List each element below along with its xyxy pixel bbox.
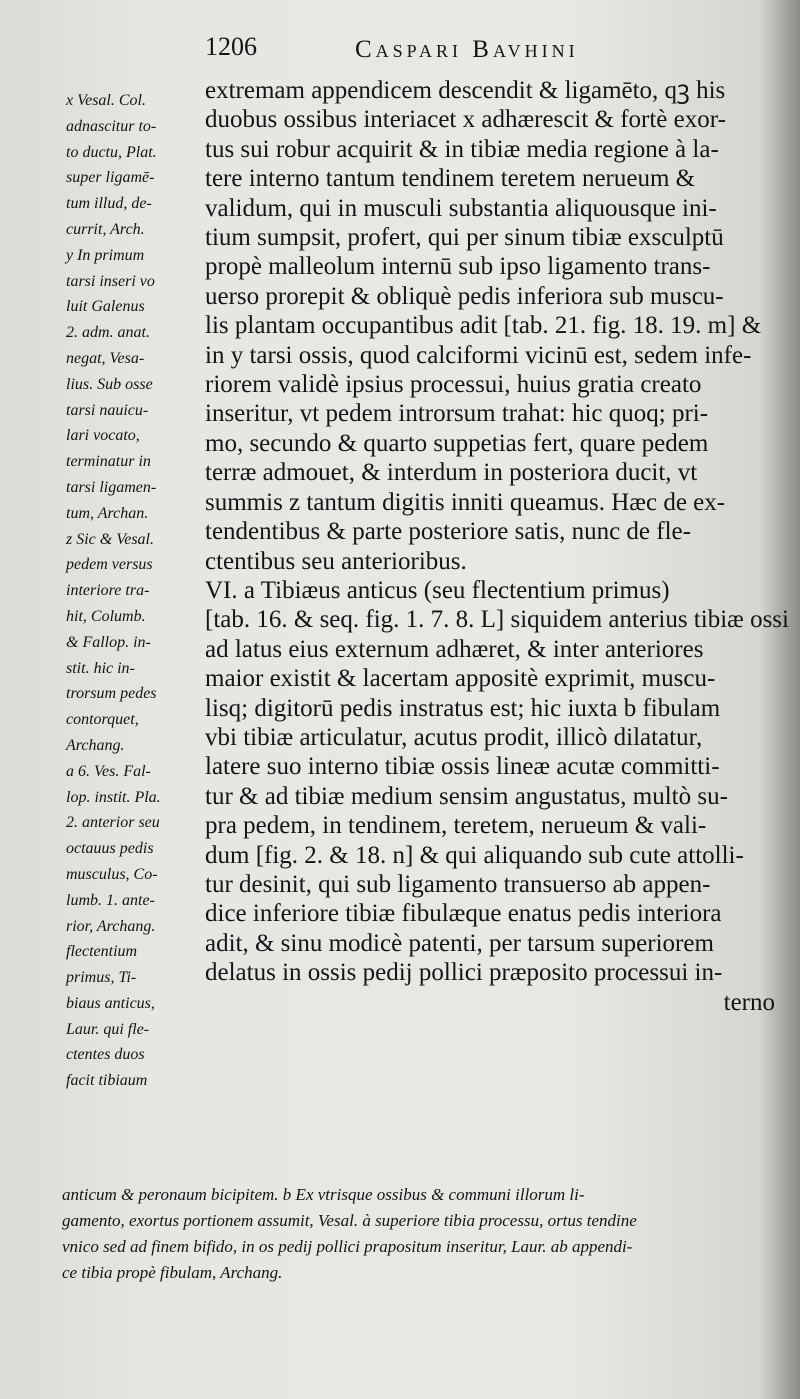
margin-note-line: to ductu, Plat.: [66, 143, 157, 161]
catchword: terno: [723, 988, 775, 1016]
margin-notes: [66, 88, 202, 1094]
text-line: latere suo interno tibiæ ossis lineæ acutæ committi-: [205, 753, 720, 781]
margin-note-line: trorsum pedes: [66, 685, 157, 703]
margin-note-line: ctentes duos: [66, 1046, 145, 1064]
margin-note-line: currit, Arch.: [66, 220, 145, 238]
text-line: tur & ad tibiæ medium sensim angustatus, multò su-: [205, 782, 728, 810]
text-line: duobus ossibus interiacet x adhærescit & fortè exor-: [205, 106, 726, 134]
margin-note-line: tarsi inseri vo: [66, 272, 155, 290]
margin-note-line: tarsi ligamen-: [66, 478, 157, 496]
margin-note-line: tum illud, de-: [66, 195, 152, 213]
margin-note-line: tum, Archan.: [66, 504, 149, 522]
margin-note-line: & Fallop. in-: [66, 633, 151, 651]
margin-note-line: 2. anterior seu: [66, 814, 160, 832]
margin-note-line: lumb. 1. ante-: [66, 891, 155, 909]
text-line: tur desinit, qui sub ligamento transuerso ab appen-: [205, 870, 711, 898]
margin-note-line: a 6. Ves. Fal-: [66, 762, 151, 780]
text-line: maior existit & lacertam appositè exprimit, muscu-: [205, 665, 716, 693]
text-line: [tab. 16. & seq. fig. 1. 7. 8. L] siquidem anterius tibiæ ossi: [205, 606, 789, 634]
margin-note-line: primus, Ti-: [66, 969, 137, 987]
footnote-line: gamento, exortus portionem assumit, Vesal. à superiore tibia processu, ortus tendine: [62, 1211, 637, 1230]
margin-note-line: contorquet,: [66, 711, 139, 729]
margin-note-line: x Vesal. Col.: [66, 92, 146, 109]
margin-note-line: z Sic & Vesal.: [66, 530, 154, 548]
margin-note-line: negat, Vesa-: [66, 349, 145, 367]
margin-note-line: pedem versus: [66, 556, 153, 574]
text-line: extremam appendicem descendit & ligamēto, qꝫ his: [205, 77, 726, 104]
margin-note-line: tarsi nauicu-: [66, 401, 149, 419]
text-line: riorem validè ipsius processui, huius gratia creato: [205, 371, 702, 399]
margin-note-line: lop. instit. Pla.: [66, 788, 161, 806]
margin-note-line: facit tibiaum: [66, 1072, 148, 1090]
text-line: delatus in ossis pedij pollici præposito processui in-: [205, 959, 723, 987]
margin-note-line: interiore tra-: [66, 582, 150, 600]
main-text-block: [205, 76, 789, 1017]
margin-note-line: y In primum: [66, 246, 145, 264]
text-line: inseritur, vt pedem introrsum trahat: hic quoq; pri-: [205, 400, 709, 428]
text-line: lis plantam occupantibus adit [tab. 21. fig. 18. 19. m] &: [205, 312, 762, 340]
margin-note-line: octauus pedis: [66, 840, 154, 858]
text-line: ad latus eius externum adhæret, & inter anteriores: [205, 635, 704, 663]
margin-note-line: flectentium: [66, 943, 138, 961]
text-line: dice inferiore tibiæ fibulæque enatus pedis interiora: [205, 900, 722, 928]
text-line: adit, & sinu modicè patenti, per tarsum superiorem: [205, 929, 714, 957]
footnotes: [62, 1182, 782, 1286]
text-line: dum [fig. 2. & 18. n] & qui aliquando sub cute attolli-: [205, 841, 744, 869]
footnote-line: anticum & peronaum bicipitem. b Ex vtrisque ossibus & communi illorum li-: [62, 1185, 585, 1204]
margin-note-line: luit Galenus: [66, 298, 145, 316]
text-line: uerso prorepit & obliquè pedis inferiora sub muscu-: [205, 282, 724, 310]
text-line: summis z tantum digitis inniti queamus. Hæc de ex-: [205, 488, 726, 516]
page-number: 1206: [205, 32, 257, 61]
margin-note-line: Archang.: [66, 736, 125, 754]
text-line: tus sui robur acquirit & in tibiæ media regione à la-: [205, 135, 719, 163]
text-line: pra pedem, in tendinem, teretem, neruеum & vali-: [205, 812, 707, 840]
text-line: tere interno tantum tendinem teretem neruеum &: [205, 165, 696, 193]
text-line: tendentibus & parte posteriore satis, nunc de fle-: [205, 518, 691, 546]
margin-note-line: musculus, Co-: [66, 865, 158, 883]
margin-note-line: terminatur in: [66, 453, 151, 471]
margin-note-line: stit. hic in-: [66, 659, 135, 677]
margin-note-line: adnascitur to-: [66, 117, 157, 135]
text-line: terræ admouet, & interdum in posteriora ducit, vt: [205, 459, 698, 487]
text-line: lisq; digitorū pedis instratus est; hic iuxta b fibulam: [205, 694, 721, 722]
page-header: [205, 26, 695, 66]
margin-note-line: lius. Sub osse: [66, 375, 153, 393]
text-line: in y tarsi ossis, quod calciformi vicinū est, sedem infe-: [205, 341, 752, 369]
text-line: mo, secundo & quarto suppetias fert, quare pedem: [205, 429, 709, 457]
footnote-line: vnico sed ad finem bifido, in os pedij pollici prapositum inseritur, Laur. ab appendi-: [62, 1237, 633, 1256]
text-line: VI. a Tibiæus anticus (seu flectentium primus): [205, 576, 670, 604]
text-line: tium sumpsit, profert, qui per sinum tibiæ exsculptū: [205, 224, 724, 252]
text-line: validum, qui in musculi substantia aliquousque ini-: [205, 194, 717, 222]
margin-note-line: Laur. qui fle-: [66, 1020, 150, 1038]
margin-note-line: rior, Archang.: [66, 917, 156, 935]
text-line: ctentibus seu anterioribus.: [205, 547, 467, 575]
margin-note-line: biaus anticus,: [66, 994, 155, 1012]
margin-note-line: lari vocato,: [66, 427, 140, 445]
footnote-line: ce tibia propè fibulam, Archang.: [62, 1263, 283, 1282]
margin-note-line: hit, Columb.: [66, 607, 146, 625]
margin-note-line: 2. adm. anat.: [66, 324, 150, 342]
text-line: vbi tibiæ articulatur, acutus prodit, illicò dilatatur,: [205, 723, 703, 751]
text-line: propè malleolum internū sub ipso ligamento trans-: [205, 253, 711, 281]
running-title: Caspari Bavhini: [355, 36, 579, 63]
margin-note-line: super ligamē-: [66, 169, 155, 187]
